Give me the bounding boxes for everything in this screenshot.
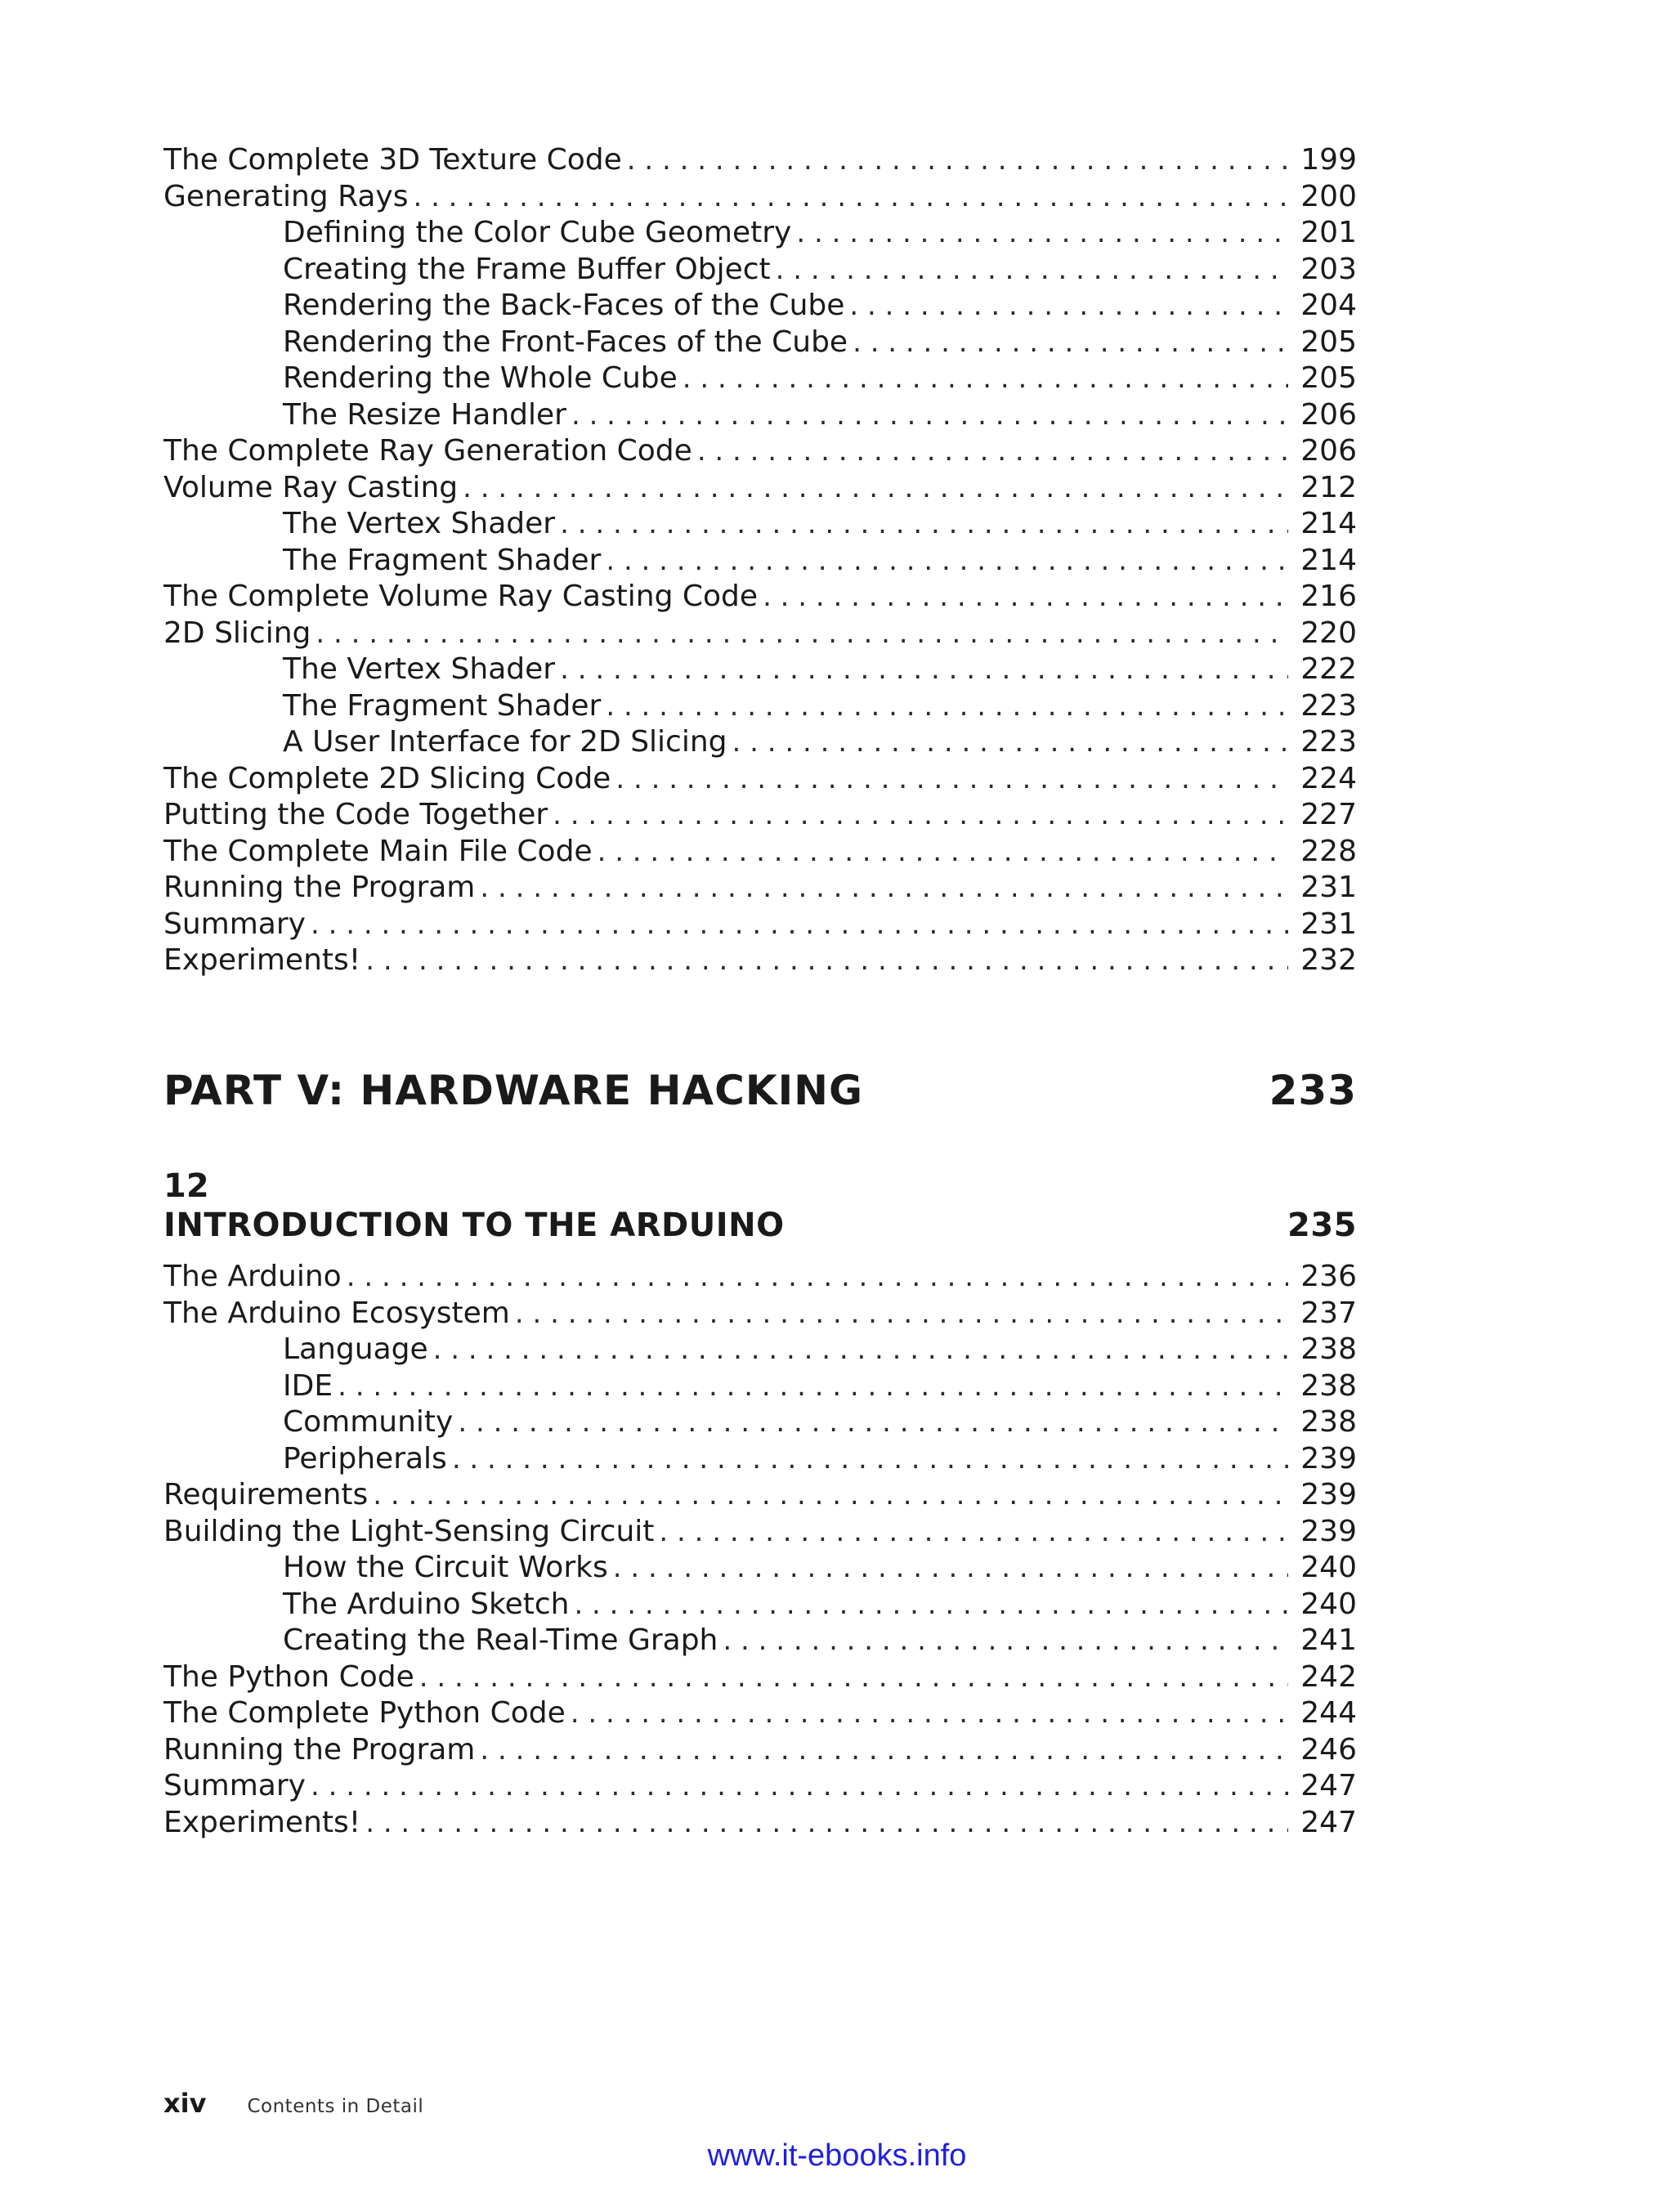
toc-entry-title: Peripherals: [283, 1441, 447, 1475]
dot-leader: [574, 1587, 1288, 1623]
toc-entry-title: A User Interface for 2D Slicing: [283, 725, 727, 759]
toc-entry[interactable]: [163, 688, 1357, 725]
toc-entry[interactable]: [163, 1404, 1357, 1441]
toc-entry-page: 239: [1300, 1478, 1357, 1511]
toc-entry[interactable]: [163, 724, 1357, 761]
toc-entry-title: Creating the Frame Buffer Object: [283, 252, 771, 286]
toc-entry-page: 216: [1300, 580, 1357, 613]
toc-entry-title: The Python Code: [163, 1659, 414, 1694]
dot-leader: [311, 1768, 1288, 1805]
dot-leader: [463, 470, 1288, 507]
toc-entry[interactable]: [163, 579, 1357, 616]
dot-leader: [571, 397, 1288, 434]
toc-entry-title: Experiments!: [163, 1805, 361, 1839]
dot-leader: [373, 1477, 1288, 1514]
dot-leader: [853, 325, 1288, 361]
toc-entry-page: 200: [1300, 179, 1357, 213]
toc-entry-title: How the Circuit Works: [283, 1551, 608, 1584]
chapter-heading: [163, 1207, 1357, 1244]
toc-entry-title: The Fragment Shader: [283, 543, 602, 577]
part-title: PART V: HARDWARE HACKING: [163, 1067, 864, 1114]
dot-leader: [316, 616, 1288, 652]
toc-entry-page: 214: [1300, 543, 1357, 577]
toc-entry-page: 244: [1300, 1696, 1357, 1730]
toc-entry-title: Community: [283, 1405, 454, 1439]
toc-entry-title: The Complete Volume Ray Casting Code: [163, 580, 759, 613]
toc-list-chapter-12: [163, 1259, 1357, 1841]
dot-leader: [606, 688, 1288, 725]
toc-entry[interactable]: [163, 1332, 1357, 1368]
toc-entry-title: 2D Slicing: [163, 616, 311, 650]
toc-entry-page: 246: [1300, 1732, 1357, 1766]
dot-leader: [571, 1695, 1288, 1732]
dot-leader: [365, 943, 1288, 979]
toc-entry-title: The Arduino Ecosystem: [163, 1296, 510, 1330]
watermark-link[interactable]: www.it-ebooks.info: [707, 2138, 967, 2173]
toc-entry-title: The Complete Ray Generation Code: [163, 434, 692, 468]
toc-entry[interactable]: [163, 215, 1357, 252]
dot-leader: [419, 1659, 1288, 1696]
toc-entry-page: 231: [1300, 907, 1357, 941]
toc-entry-page: 212: [1300, 470, 1357, 504]
toc-entry-title: Experiments!: [163, 943, 361, 977]
toc-entry-title: Volume Ray Casting: [163, 470, 459, 504]
dot-leader: [849, 288, 1288, 325]
toc-entry[interactable]: [163, 1659, 1357, 1696]
running-head: Contents in Detail: [247, 2096, 424, 2117]
part-page: 233: [1269, 1067, 1357, 1114]
toc-entry-page: 228: [1300, 834, 1357, 868]
toc-entry-page: 241: [1300, 1623, 1357, 1657]
dot-leader: [613, 1550, 1288, 1587]
toc-entry[interactable]: [163, 142, 1357, 179]
toc-entry-page: 227: [1300, 798, 1357, 831]
toc-entry-title: Summary: [163, 1769, 306, 1802]
dot-leader: [723, 1623, 1288, 1659]
toc-entry-title: Rendering the Back-Faces of the Cube: [283, 289, 845, 322]
dot-leader: [598, 834, 1288, 871]
toc-entry[interactable]: [163, 325, 1357, 361]
toc-entry-title: The Fragment Shader: [283, 688, 602, 723]
chapter-title: INTRODUCTION TO THE ARDUINO: [163, 1207, 785, 1244]
toc-entry[interactable]: [163, 943, 1357, 979]
toc-entry-title: The Vertex Shader: [283, 652, 556, 686]
toc-entry-title: Generating Rays: [163, 179, 409, 213]
dot-leader: [776, 252, 1288, 289]
toc-entry[interactable]: [163, 1550, 1357, 1587]
toc-entry-title: Defining the Color Cube Geometry: [283, 216, 792, 249]
dot-leader: [615, 761, 1288, 798]
toc-entry-title: IDE: [283, 1368, 333, 1403]
toc-entry[interactable]: [163, 543, 1357, 580]
toc-entry[interactable]: [163, 470, 1357, 507]
toc-entry-title: Building the Light-Sensing Circuit: [163, 1514, 655, 1548]
toc-entry-title: Running the Program: [163, 1732, 476, 1766]
toc-entry-page: 247: [1300, 1769, 1357, 1802]
dot-leader: [560, 506, 1288, 543]
toc-entry-page: 231: [1300, 871, 1357, 904]
toc-entry-title: Rendering the Front-Faces of the Cube: [283, 325, 848, 359]
toc-entry-title: Rendering the Whole Cube: [283, 361, 678, 395]
toc-entry[interactable]: [163, 1587, 1357, 1623]
toc-entry[interactable]: [163, 179, 1357, 216]
dot-leader: [606, 543, 1288, 580]
toc-entry[interactable]: [163, 252, 1357, 289]
toc-entry-page: 239: [1300, 1514, 1357, 1548]
toc-entry-page: 206: [1300, 434, 1357, 468]
dot-leader: [627, 142, 1288, 179]
toc-entry[interactable]: [163, 870, 1357, 907]
toc-entry[interactable]: [163, 360, 1357, 397]
chapter-page: 235: [1287, 1207, 1357, 1244]
toc-entry-page: 240: [1300, 1587, 1357, 1621]
chapter-number: 12: [163, 1167, 209, 1205]
dot-leader: [560, 652, 1288, 688]
toc-entry[interactable]: [163, 1368, 1357, 1405]
dot-leader: [433, 1332, 1288, 1368]
toc-entry[interactable]: [163, 1259, 1357, 1296]
dot-leader: [697, 433, 1288, 470]
toc-entry-page: 214: [1300, 507, 1357, 540]
dot-leader: [553, 797, 1288, 834]
toc-entry[interactable]: [163, 652, 1357, 688]
dot-leader: [732, 724, 1288, 761]
toc-entry-title: Language: [283, 1332, 428, 1366]
toc-entry[interactable]: [163, 1441, 1357, 1478]
dot-leader: [763, 579, 1288, 616]
toc-entry[interactable]: [163, 1623, 1357, 1659]
toc-entry-page: 238: [1300, 1332, 1357, 1366]
dot-leader: [413, 179, 1288, 216]
dot-leader: [311, 907, 1288, 943]
toc-entry-page: 232: [1300, 943, 1357, 977]
dot-leader: [659, 1514, 1288, 1551]
toc-list-continued: [163, 142, 1357, 979]
toc-entry[interactable]: [163, 761, 1357, 798]
toc-entry-page: 199: [1300, 143, 1357, 177]
toc-entry-page: 203: [1300, 252, 1357, 286]
toc-entry-title: The Complete Python Code: [163, 1696, 566, 1730]
toc-entry[interactable]: [163, 1768, 1357, 1805]
toc-entry[interactable]: [163, 616, 1357, 652]
toc-entry-page: 239: [1300, 1441, 1357, 1475]
toc-entry-page: 204: [1300, 289, 1357, 322]
toc-entry-page: 224: [1300, 761, 1357, 795]
toc-entry[interactable]: [163, 1514, 1357, 1551]
toc-entry-title: The Complete 2D Slicing Code: [163, 761, 611, 795]
dot-leader: [452, 1441, 1288, 1478]
toc-entry[interactable]: [163, 506, 1357, 543]
dot-leader: [480, 1732, 1288, 1769]
toc-entry-page: 238: [1300, 1405, 1357, 1439]
dot-leader: [458, 1404, 1288, 1441]
dot-leader: [347, 1259, 1288, 1296]
toc-entry-page: 240: [1300, 1551, 1357, 1584]
toc-entry-title: Creating the Real-Time Graph: [283, 1623, 718, 1657]
toc-entry-page: 236: [1300, 1260, 1357, 1293]
toc-entry-title: Running the Program: [163, 871, 476, 904]
toc-entry[interactable]: [163, 397, 1357, 434]
dot-leader: [365, 1805, 1288, 1842]
toc-entry-title: The Arduino: [163, 1260, 342, 1293]
toc-entry-page: 242: [1300, 1659, 1357, 1694]
toc-entry[interactable]: [163, 1695, 1357, 1732]
toc-entry-page: 220: [1300, 616, 1357, 650]
toc-entry[interactable]: [163, 1296, 1357, 1332]
toc-entry[interactable]: [163, 288, 1357, 325]
toc-entry-page: 223: [1300, 688, 1357, 723]
toc-entry-page: 205: [1300, 325, 1357, 359]
dot-leader: [338, 1368, 1288, 1405]
toc-entry-title: The Vertex Shader: [283, 507, 556, 540]
toc-entry-page: 238: [1300, 1368, 1357, 1403]
toc-entry[interactable]: [163, 433, 1357, 470]
toc-entry-page: 205: [1300, 361, 1357, 395]
toc-entry[interactable]: [163, 1805, 1357, 1842]
toc-entry[interactable]: [163, 907, 1357, 943]
toc-entry[interactable]: [163, 797, 1357, 834]
toc-entry[interactable]: [163, 1477, 1357, 1514]
toc-entry-title: The Complete 3D Texture Code: [163, 143, 622, 177]
page-folio: xiv: [163, 2088, 207, 2119]
toc-entry-title: Requirements: [163, 1478, 369, 1511]
toc-entry-title: The Complete Main File Code: [163, 834, 593, 868]
toc-entry-page: 201: [1300, 216, 1357, 249]
page-footer: [163, 2088, 423, 2119]
toc-entry-title: Summary: [163, 907, 306, 941]
toc-entry-page: 247: [1300, 1805, 1357, 1839]
toc-entry-title: The Resize Handler: [283, 397, 566, 432]
toc-entry-page: 222: [1300, 652, 1357, 686]
dot-leader: [480, 870, 1288, 907]
toc-entry[interactable]: [163, 1732, 1357, 1769]
toc-entry-page: 237: [1300, 1296, 1357, 1330]
dot-leader: [515, 1296, 1288, 1332]
toc-entry[interactable]: [163, 834, 1357, 871]
dot-leader: [796, 215, 1288, 252]
toc-entry-title: Putting the Code Together: [163, 798, 548, 831]
toc-entry-title: The Arduino Sketch: [283, 1587, 570, 1621]
dot-leader: [683, 360, 1288, 397]
part-heading: [163, 1067, 1357, 1114]
toc-entry-page: 206: [1300, 397, 1357, 432]
toc-entry-page: 223: [1300, 725, 1357, 759]
